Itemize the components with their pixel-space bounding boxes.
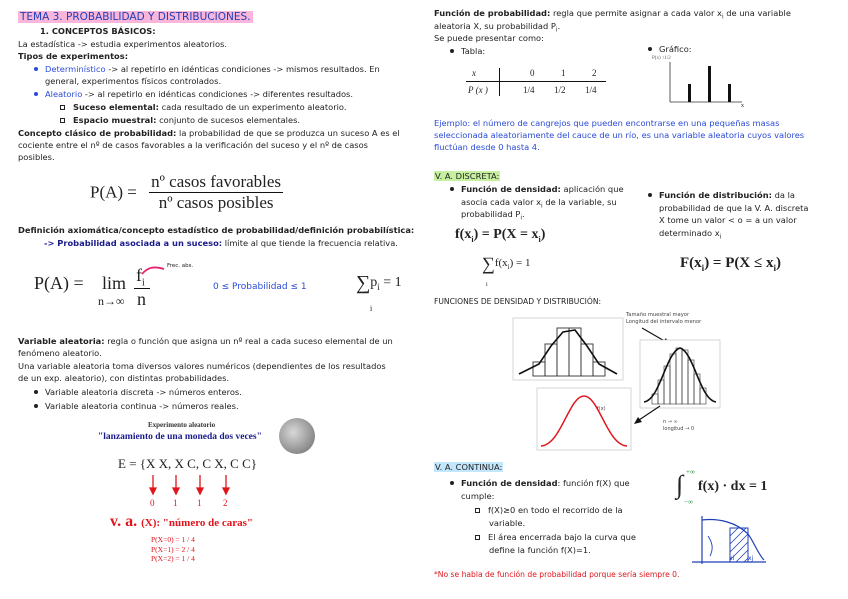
density-formula: $f(x_i) = P(X = x_i)$ xyxy=(455,227,546,244)
text-line: Se puede presentar como: xyxy=(434,33,544,43)
hand-label-xj: xj xyxy=(748,555,754,562)
page-title: TEMA 3. PROBABILIDAD Y DISTRIBUCIONES. xyxy=(20,11,251,23)
section-va-discreta: V. A. DISCRETA: xyxy=(435,171,500,181)
text-line: cociente entre el nº de casos favorables a la verificación del suceso y el nº de casos xyxy=(18,140,369,150)
experiment-title: Experimento aleatorio xyxy=(148,421,216,429)
table-head-1: 1 xyxy=(561,68,566,78)
text-line: aleatoria X, su probabilidad $P_i$. xyxy=(434,21,561,34)
chart-fx-label: f(x) xyxy=(597,406,606,412)
bullet-continua: Variable aleatoria continua -> números reales. xyxy=(34,401,239,413)
table-head-x: x xyxy=(472,68,476,78)
bullet-deterministico: Determinístico -> al repetirlo en idénticas condiciones -> mismos resultados. En xyxy=(34,64,380,76)
text-line: fenómeno aleatorio. xyxy=(18,348,102,358)
graph-bar xyxy=(688,84,691,102)
example-line: seleccionada aleatoriamente del cauce de un río, es una variable aleatoria cuyos valores xyxy=(434,130,805,140)
distribution-formula: $F(x_i) = P(X \le x_i)$ xyxy=(680,255,781,273)
probability-range: 0 ≤ Probabilidad ≤ 1 xyxy=(213,282,307,292)
text-line: variable. xyxy=(489,518,526,528)
prob-list: P(X=0) = 1 / 4 P(X=1) = 2 / 4 P(X=2) = 1 / 4 xyxy=(151,535,195,563)
text-line: general, experimentos físicos controlados. xyxy=(45,76,222,86)
sample-space: E = {X X, X C, C X, C C} xyxy=(118,456,257,471)
random-variable-label: v. a. (X): "número de caras" xyxy=(110,513,254,530)
density-sum: $\sum f(x_i) = 1$ i xyxy=(482,253,531,288)
footnote: *No se habla de función de probabilidad porque sería siempre 0. xyxy=(434,570,680,579)
section-va-continua: V. A. CONTINUA: xyxy=(435,462,503,472)
probability-bar-graph xyxy=(666,62,746,108)
histogram-small xyxy=(513,318,623,380)
table-cell: 1/4 xyxy=(585,85,597,95)
section-heading: 1. CONCEPTOS BÁSICOS: xyxy=(40,26,156,36)
graph-bar xyxy=(708,66,711,102)
chart-n-label: n → ∞ xyxy=(663,419,678,425)
text-line: La estadística -> estudia experimentos aleatorios. xyxy=(18,39,228,49)
value-2: 2 xyxy=(223,498,228,508)
bullet-funcion-distribucion: Función de distribución: da la xyxy=(648,190,795,202)
table-row-label: P (x ) xyxy=(468,85,488,95)
sub-bullet-area: El área encerrada bajo la curva que xyxy=(475,532,636,544)
text-line: X tome un valor < o = a un valor xyxy=(659,215,797,225)
text-line: -> Probabilidad asociada a un suceso: límite al que tiende la frecuencia relativa. xyxy=(44,238,398,248)
coin-image xyxy=(279,418,315,454)
graph-ylabel: P(x) ↑1/2 xyxy=(652,56,671,61)
text-line: determinado $x_i$ xyxy=(659,228,722,241)
frec-arrow xyxy=(140,263,170,277)
text-line: Una variable aleatoria toma diversos valores numéricos (dependientes de los resultados xyxy=(18,361,386,371)
subheading: Definición axiomática/concepto estadístico de probabilidad/definición probabilística: xyxy=(18,225,415,235)
table-cell: 1/2 xyxy=(554,85,566,95)
table-head-0: 0 xyxy=(530,68,535,78)
value-1: 1 xyxy=(173,498,178,508)
experiment-quote: "lanzamiento de una moneda dos veces" xyxy=(98,432,262,442)
mapping-arrows xyxy=(140,473,240,497)
chart-long-label: longitud → 0 xyxy=(663,426,695,432)
chart-note: Tamaño muestral mayor Longitud del intervalo menor xyxy=(626,312,702,325)
graph-xlabel: x xyxy=(741,103,744,109)
classic-probability-formula: P(A) = $\frac{\text{nº casos favorables}}{\text{nº casos posibles}}$ xyxy=(90,172,282,212)
limit-arrow xyxy=(632,404,662,426)
bullet-tabla: Tabla: xyxy=(450,46,485,58)
frec-abs-note: Frec. abs. xyxy=(167,263,194,269)
text-line: asocia cada valor $x_i$ de la variable, su xyxy=(461,197,617,210)
text-line: Variable aleatoria: regla o función que asigna un nº real a cada suceso elemental de un xyxy=(18,336,393,346)
text-line: Concepto clásico de probabilidad: la probabilidad de que se produzca un suceso A es el xyxy=(18,128,400,138)
text-line: cumple: xyxy=(461,491,495,501)
sub-bullet-positive: f(X)≥0 en todo el recorrido de la xyxy=(475,505,623,517)
bullet-densidad-continua: Función de densidad: función f(X) que xyxy=(450,478,630,490)
example-line: fluctúan desde 0 hasta 4. xyxy=(434,142,540,152)
table-cell: 1/4 xyxy=(523,85,535,95)
text-line: define la función f(X)=1. xyxy=(489,545,591,555)
sub-bullet-espacio: Espacio muestral: conjunto de sucesos elementales. xyxy=(60,115,300,127)
hand-label-xi: xi xyxy=(729,555,735,562)
bullet-discreta: Variable aleatoria discreta -> números enteros. xyxy=(34,387,242,399)
value-0: 0 xyxy=(150,498,155,508)
text-line: posibles. xyxy=(18,152,55,162)
histogram-large xyxy=(640,340,720,408)
sub-bullet-suceso: Suceso elemental: cada resultado de un experimento aleatorio. xyxy=(60,102,347,114)
bullet-aleatorio: Aleatorio -> al repetirlo en idénticas condiciones -> diferentes resultados. xyxy=(34,89,353,101)
section-funciones: FUNCIONES DE DENSIDAD Y DISTRIBUCIÓN: xyxy=(434,297,602,306)
subheading: Tipos de experimentos: xyxy=(18,51,129,61)
graph-bar xyxy=(728,84,731,102)
text-line: probabilidad de que la V. A. discreta xyxy=(659,203,809,213)
text-line: probabilidad $P_i$. xyxy=(461,209,525,222)
normal-curve xyxy=(537,388,631,450)
bullet-grafico: Gráfico: xyxy=(648,44,692,56)
value-1b: 1 xyxy=(197,498,202,508)
sum-formula: $\sum p_i = 1$ i xyxy=(356,272,402,313)
text-line: de un exp. aleatorio), con distintas probabilidades. xyxy=(18,373,230,383)
integral-formula: ∫ +∞ −∞ f(x) · dx = 1 xyxy=(676,468,768,506)
table-head-2: 2 xyxy=(592,68,597,78)
bullet-funcion-densidad: Función de densidad: aplicación que xyxy=(450,184,624,196)
text-line: Función de probabilidad: regla que permite asignar a cada valor $x_i$ de una variable xyxy=(434,8,791,21)
example-line: Ejemplo: el número de cangrejos que pueden encontrarse en una pequeñas masas xyxy=(434,118,780,128)
